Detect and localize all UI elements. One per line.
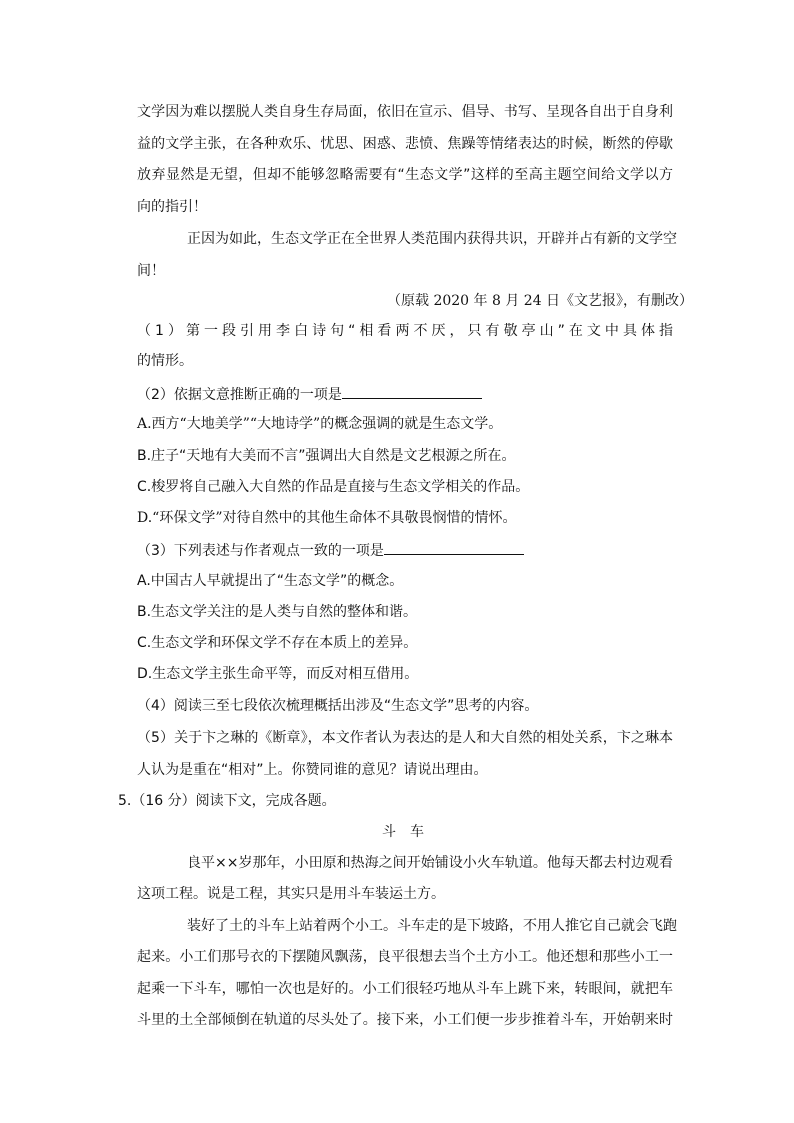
story-p2-line-4: 斗里的土全部倾倒在轨道的尽头处了。接下来，小工们便一步步推着斗车，开始朝来时 bbox=[137, 1012, 673, 1028]
question-2-option-c: C.梭罗将自己融入大自然的作品是直接与生态文学相关的作品。 bbox=[137, 479, 530, 495]
question-3-stem-text: （3）下列表述与作者观点一致的一项是 bbox=[137, 543, 384, 559]
question-5-line-1: （5）关于卞之琳的《断章》，本文作者认为表达的是人和大自然的相处关系，卞之琳本 bbox=[137, 730, 673, 746]
question-1-line-1: （1）第一段引用李白诗句“相看两不厌，只有敬亭山”在文中具体指 bbox=[137, 323, 673, 339]
story-p2-line-3: 起乘一下斗车，哪怕一次也是好的。小工们很轻巧地从斗车上跳下来，转眼间，就把车 bbox=[137, 981, 673, 997]
story-p2-line-1: 装好了土的斗车上站着两个小工。斗车走的是下坡路，不用人推它自己就会飞跑 bbox=[187, 918, 677, 934]
question-3-answer-blank[interactable] bbox=[384, 540, 524, 555]
article-p1-line-3: 放弃显然是无望，但却不能够忽略需要有“生态文学”这样的至高主题空间给文学以方 bbox=[137, 167, 673, 183]
question-2-option-b: B.庄子“天地有大美而不言”强调出大自然是文艺根源之所在。 bbox=[137, 448, 516, 464]
story-title: 斗 车 bbox=[382, 824, 424, 840]
question-2-answer-blank[interactable] bbox=[342, 384, 482, 399]
story-p2-line-2: 起来。小工们那号衣的下摆随风飘荡，良平很想去当个土方小工。他还想和那些小工一 bbox=[137, 949, 673, 965]
question-2-option-a: A.西方“大地美学”“大地诗学”的概念强调的就是生态文学。 bbox=[137, 416, 503, 432]
question-1-line-2: 的情形。 bbox=[137, 353, 193, 369]
question-3-option-a: A.中国古人早就提出了“生态文学”的概念。 bbox=[137, 573, 404, 589]
article-p1-line-4: 向的指引！ bbox=[137, 199, 207, 215]
article-p1-line-2: 益的文学主张，在各种欢乐、忧思、困惑、悲愤、焦躁等情绪表达的时候，断然的停歇 bbox=[137, 136, 673, 152]
story-p1-line-1: 良平××岁那年，小田原和热海之间开始铺设小火车轨道。他每天都去村边观看 bbox=[187, 855, 673, 871]
article-p2-line-2: 间！ bbox=[137, 263, 165, 279]
question-2-stem-text: （2）依据文意推断正确的一项是 bbox=[137, 387, 342, 403]
question-2-option-d: D.“环保文学”对待自然中的其他生命体不具敬畏悯惜的情怀。 bbox=[137, 510, 517, 526]
article-source: （原载 2020 年 8 月 24 日《文艺报》，有删改） bbox=[387, 293, 694, 309]
story-p1-line-2: 这项工程。说是工程，其实只是用斗车装运土方。 bbox=[137, 886, 445, 902]
question-3-option-d: D.生态文学主张生命平等，而反对相互借用。 bbox=[137, 666, 419, 682]
question-5-line-2: 人认为是重在“相对”上。你赞同谁的意见？请说出理由。 bbox=[137, 762, 488, 778]
article-p2-line-1: 正因为如此，生态文学正在全世界人类范围内获得共识，开辟并占有新的文学空 bbox=[187, 231, 677, 247]
question-3-option-b: B.生态文学关注的是人类与自然的整体和谐。 bbox=[137, 604, 418, 620]
question-2-stem bbox=[137, 384, 482, 405]
section-5-heading: 5.（16 分）阅读下文，完成各题。 bbox=[118, 793, 336, 809]
article-p1-line-1: 文学因为难以摆脱人类自身生存局面，依旧在宣示、倡导、书写、呈现各自出于自身利 bbox=[137, 104, 673, 120]
question-3-stem bbox=[137, 540, 524, 561]
question-3-option-c: C.生态文学和环保文学不存在本质上的差异。 bbox=[137, 635, 418, 651]
question-4: （4）阅读三至七段依次梳理概括出涉及“生态文学”思考的内容。 bbox=[137, 698, 539, 714]
